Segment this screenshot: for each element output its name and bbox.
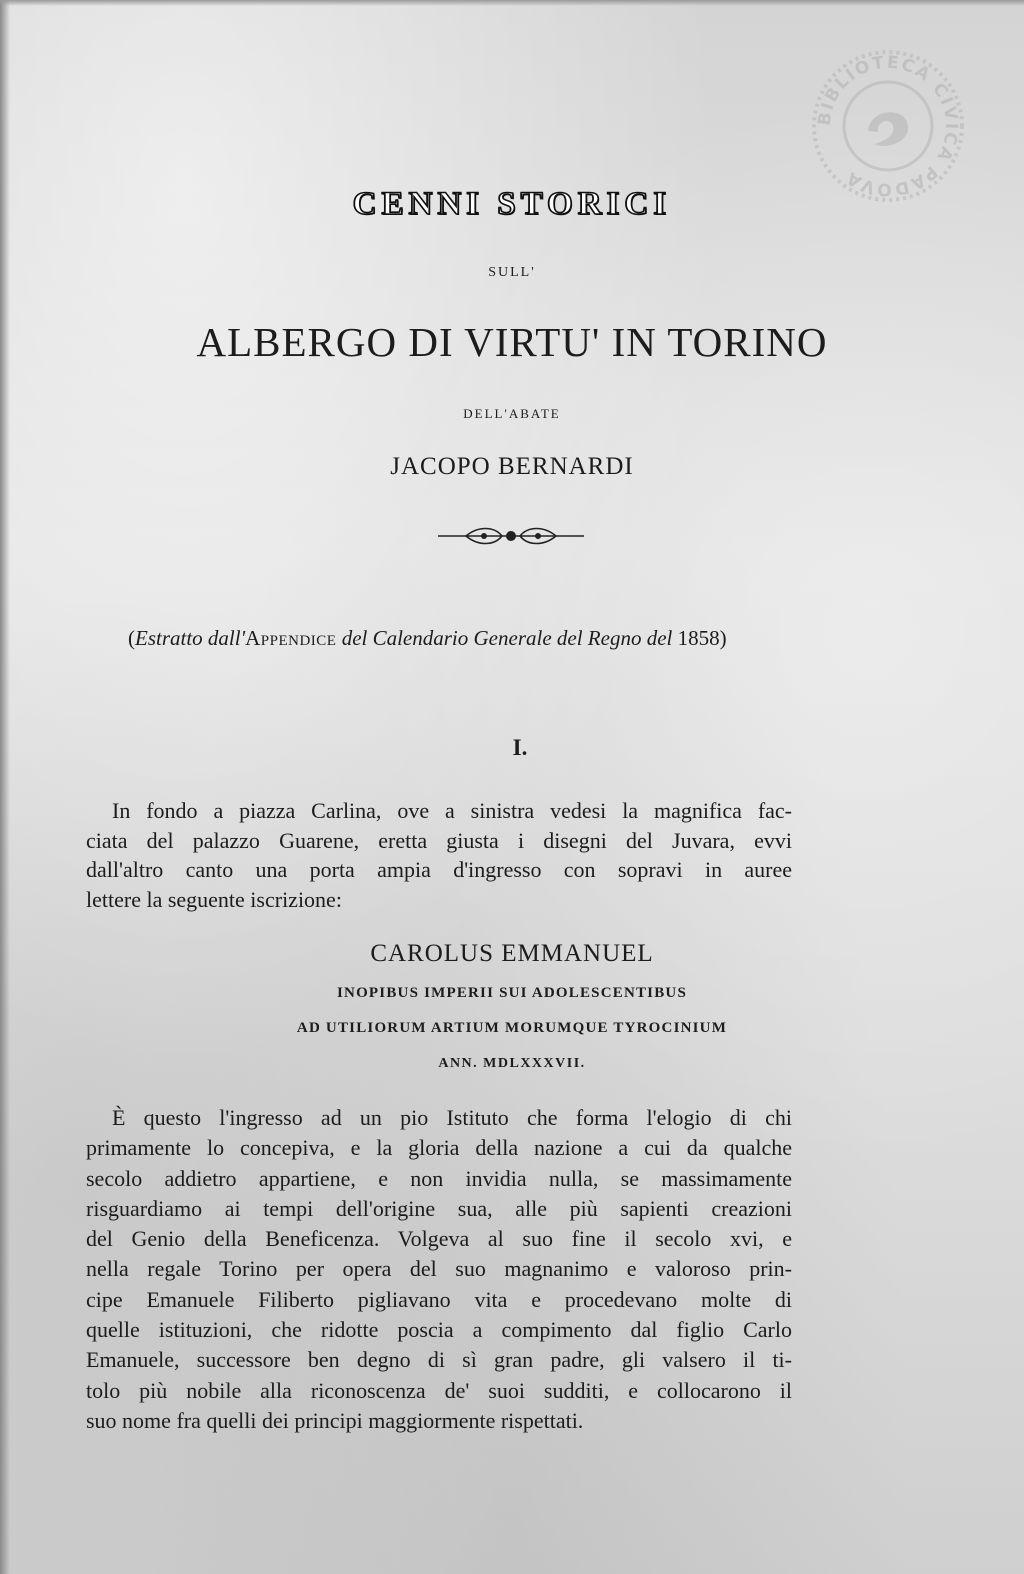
paragraph-line: tolo più nobile alla riconoscenza de' suoi sudditi, e collocarono il [86, 1377, 792, 1403]
inscription-line-1: CAROLUS EMMANUEL [370, 940, 654, 967]
inscription-line-3: AD UTILIORUM ARTIUM MORUMQUE TYROCINIUM [296, 1020, 728, 1036]
section-number: I. [512, 735, 528, 760]
extract-italic-2: del Calendario Generale del Regno del [336, 626, 678, 650]
svg-text:BIBLIOTECA CIVICA PADOVA [815, 53, 961, 200]
paragraph-2 [86, 1103, 792, 1436]
author-name: JACOPO BERNARDI [390, 453, 634, 480]
library-stamp-icon [808, 46, 968, 206]
page-edge-shadow [0, 0, 10, 1574]
paragraph-line: suo nome fra quelli dei principi maggiormente rispettati. [86, 1407, 584, 1433]
ornament-divider-icon [436, 522, 586, 548]
paragraph-line: risguardiamo ai tempi dell'origine sua, alle più sapienti creazioni [86, 1195, 792, 1221]
extract-note [128, 626, 888, 651]
title-preposition: SULL' [488, 265, 536, 280]
paragraph-line: primamente lo concepiva, e la gloria della nazione a cui da qualche [86, 1135, 792, 1161]
paragraph-line: del Genio della Beneficenza. Volgeva al suo fine il secolo xvi, e [86, 1226, 792, 1252]
paragraph-line: ciata del palazzo Guarene, eretta giusta i disegni del Juvara, evvi [86, 827, 792, 853]
paragraph-1 [86, 796, 792, 914]
paragraph-line: È questo l'ingresso ad un pio Istituto che forma l'elogio di chi [112, 1105, 792, 1130]
inscription-line-4: ANN. MDLXXXVII. [438, 1056, 586, 1071]
extract-italic-1: Estratto dall' [135, 626, 246, 650]
page-top-shadow [0, 0, 1024, 6]
main-title: CENNI STORICI [352, 186, 672, 222]
stamp-text: BIBLIOTECA CIVICA PADOVA [814, 52, 962, 200]
paragraph-line: In fondo a piazza Carlina, ove a sinistra vedesi la magnifica fac- [112, 798, 792, 823]
paragraph-line: nella regale Torino per opera del suo magnanimo e valoroso prin- [86, 1256, 792, 1282]
paragraph-line: secolo addietro appartiene, e non invidia nulla, se massimamente [86, 1165, 792, 1191]
extract-year: 1858 [677, 626, 720, 650]
subject-title: ALBERGO DI VIRTU' IN TORINO [196, 319, 828, 365]
paragraph-line: quelle istituzioni, che ridotte poscia a compimento dal figlio Carlo [86, 1317, 792, 1343]
paragraph-line: lettere la seguente iscrizione: [86, 886, 342, 912]
paragraph-line: dall'altro canto una porta ampia d'ingresso con sopravi in auree [86, 857, 792, 883]
extract-open: ( [128, 626, 135, 650]
extract-close: ) [719, 626, 727, 650]
paragraph-line: Emanuele, successore ben degno di sì gran padre, gli valsero il ti- [86, 1347, 792, 1373]
extract-appendix: Appendice [245, 626, 337, 650]
paragraph-line: cipe Emanuele Filiberto pigliavano vita e procedevano molte di [86, 1286, 792, 1312]
inscription-line-2: INOPIBUS IMPERII SUI ADOLESCENTIBUS [337, 985, 687, 1001]
author-prefix: DELL'ABATE [463, 406, 561, 421]
